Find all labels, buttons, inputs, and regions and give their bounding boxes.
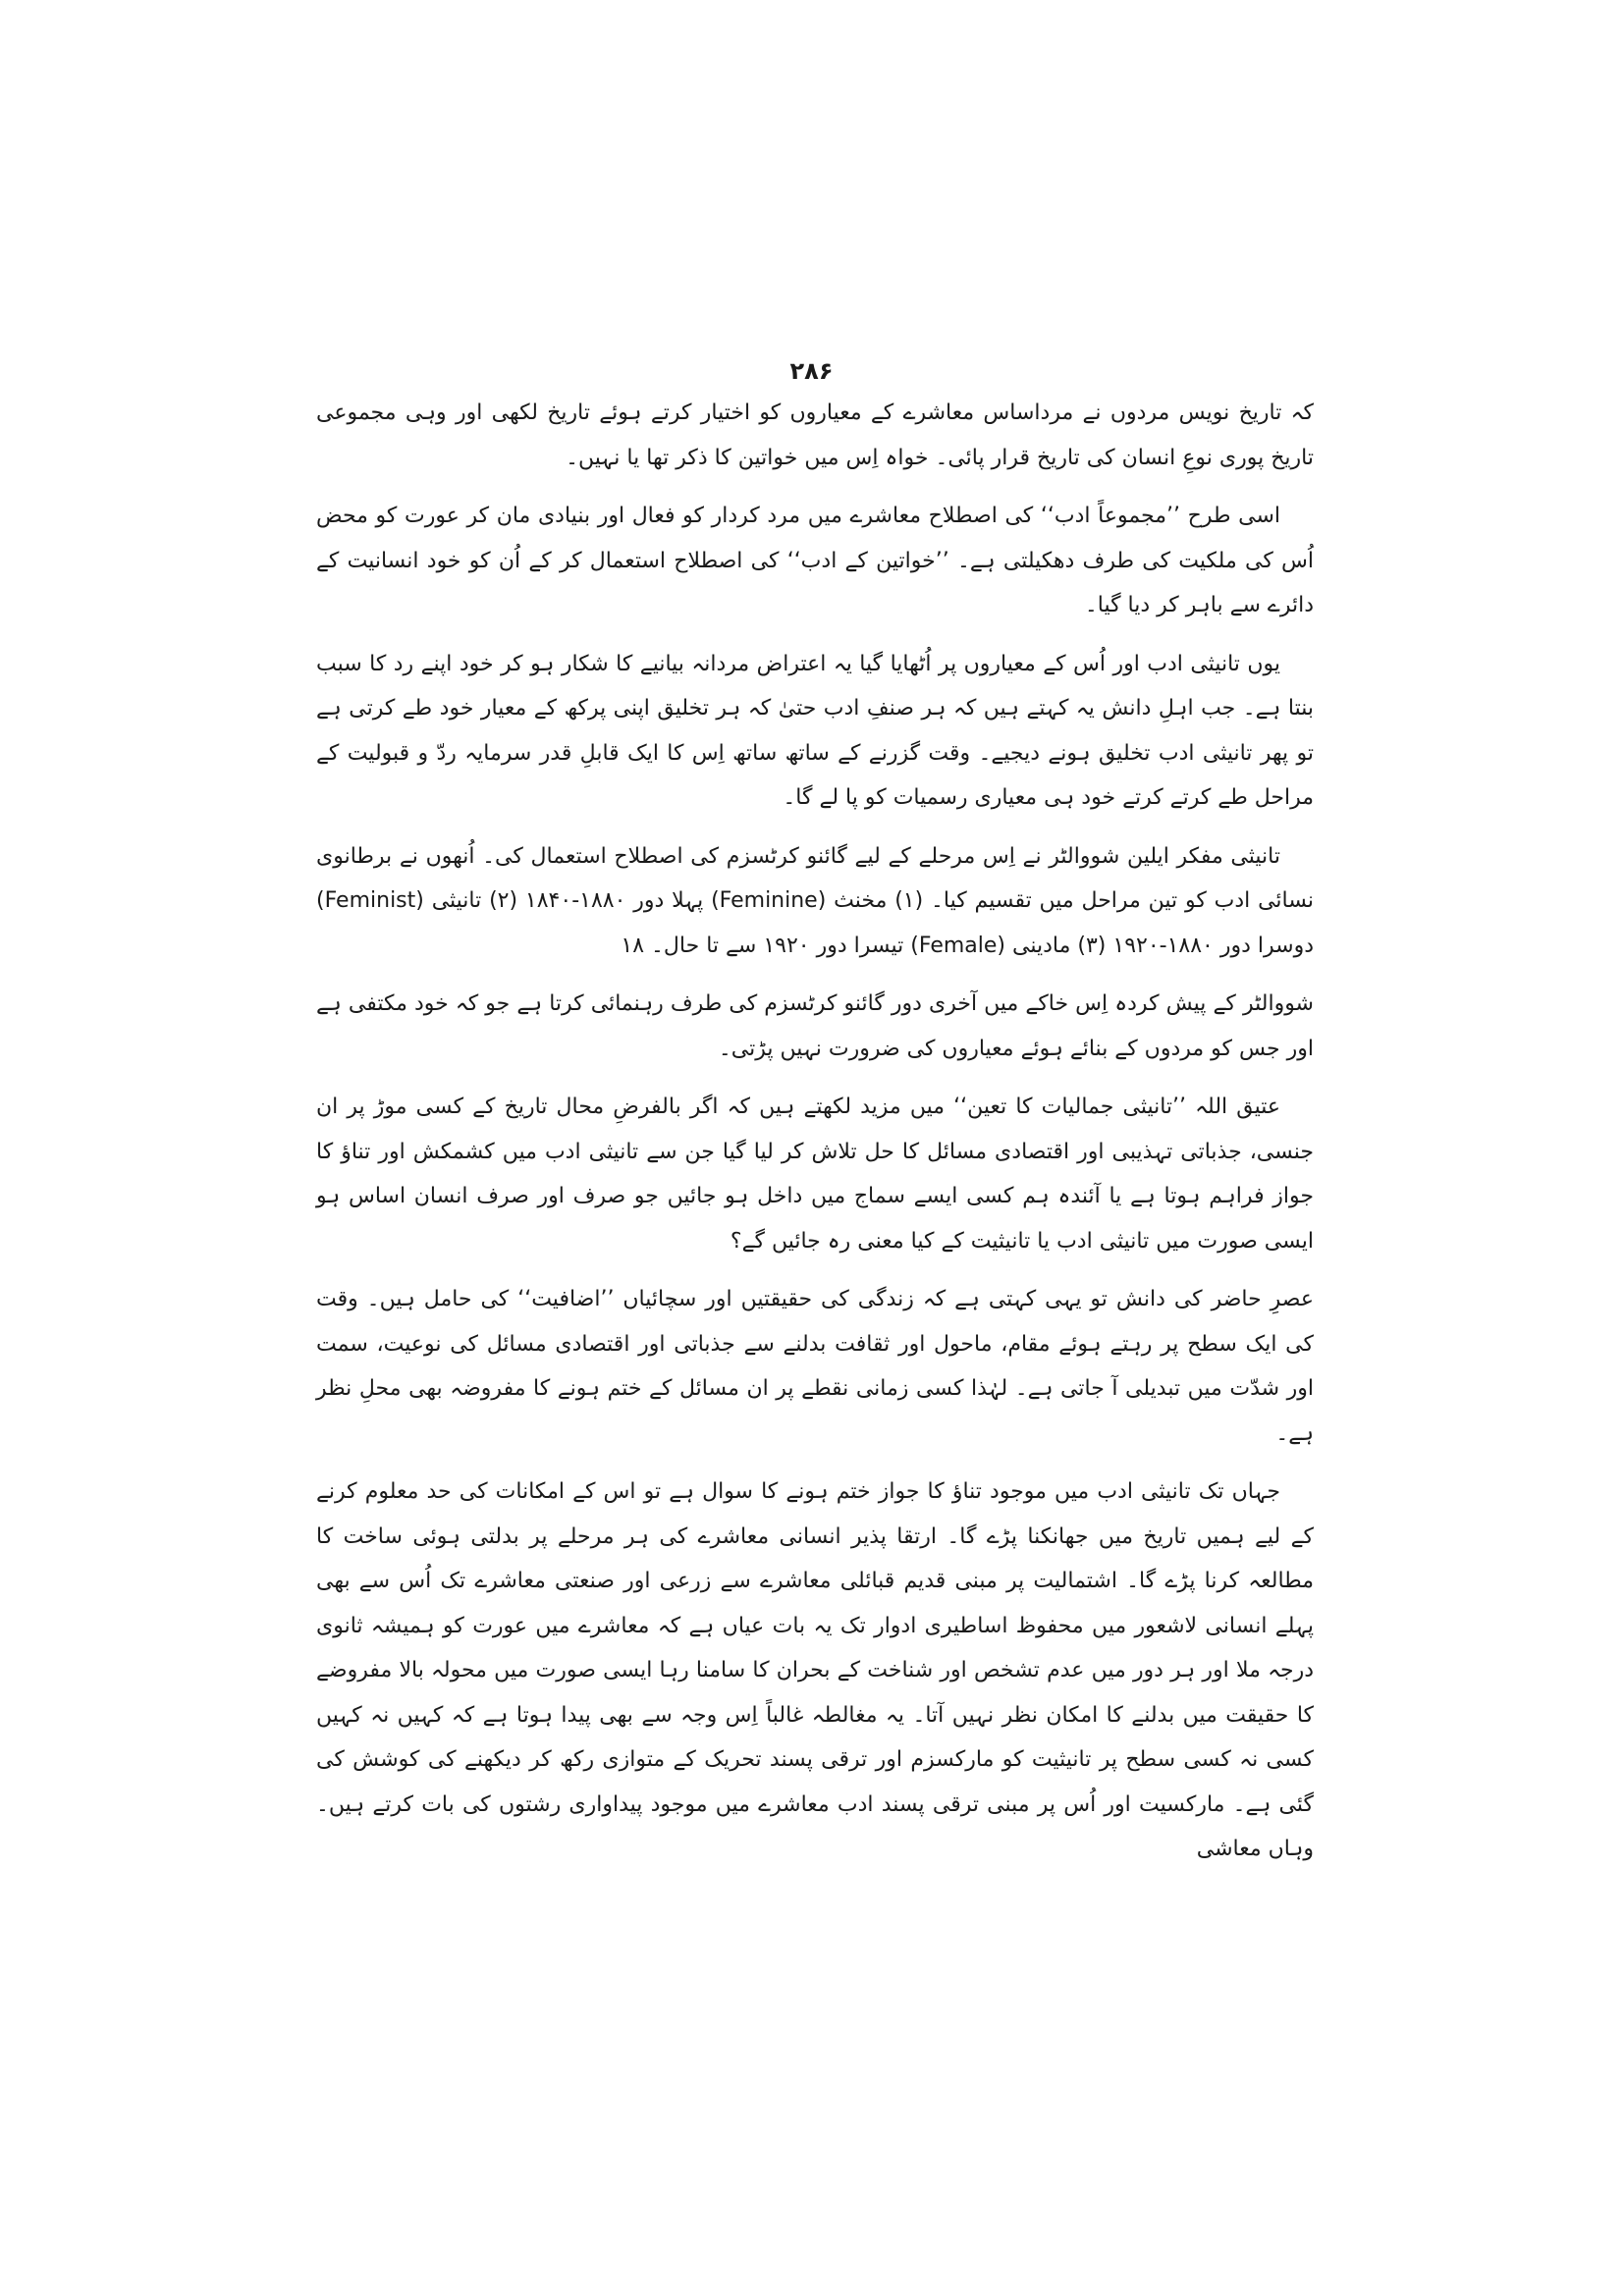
paragraph: اسی طرح ’’مجموعاً ادب‘‘ کی اصطلاح معاشرے میں مرد کردار کو فعال اور بنیادی مان کر عورت کو محض اُس کی ملکیت کی طرف دھکیلتی ہے۔ ’’خواتین کے ادب‘‘ کی اصطلاح استعمال کر کے اُن کو خود انسانیت کے دائرے سے باہر کر دیا گیا۔ [316,504,1314,617]
body-text [316,391,1314,1886]
paragraph: شووالٹر کے پیش کردہ اِس خاکے میں آخری دور گائنو کرٹسزم کی طرف رہنمائی کرتا ہے جو کہ خود مکتفی ہے اور جس کو مردوں کے بنائے ہوئے معیاروں کی ضرورت نہیں پڑتی۔ [316,991,1314,1061]
paragraph: کہ تاریخ نویس مردوں نے مرداساس معاشرے کے معیاروں کو اختیار کرتے ہوئے تاریخ لکھی اور وہی مجموعی تاریخ پوری نوعِ انسان کی تاریخ قرار پائی۔ خواہ اِس میں خواتین کا ذکر تھا یا نہیں۔ [316,400,1314,470]
paragraph: عصرِ حاضر کی دانش تو یہی کہتی ہے کہ زندگی کی حقیقتیں اور سچائیاں ’’اضافیت‘‘ کی حامل ہیں۔ وقت کی ایک سطح پر رہتے ہوئے مقام، ماحول اور ثقافت بدلنے سے جذباتی اور اقتصادی مسائل کی نوعیت، سمت اور شدّت میں تبدیلی آ جاتی ہے۔ لہٰذا کسی زمانی نقطے پر ان مسائل کے ختم ہونے کا مفروضہ بھی محلِ نظر ہے۔ [316,1287,1314,1446]
page-number: ۲۸۶ [789,357,834,385]
paragraph: یوں تانیثی ادب اور اُس کے معیاروں پر اُٹھایا گیا یہ اعتراض مردانہ بیانیے کا شکار ہو کر خود اپنے رد کا سبب بنتا ہے۔ جب اہلِ دانش یہ کہتے ہیں کہ ہر صنفِ ادب حتیٰ کہ ہر تخلیق اپنی پرکھ کے معیار خود طے کرتی ہے تو پھر تانیثی ادب تخلیق ہونے دیجیے۔ وقت گزرنے کے ساتھ ساتھ اِس کا ایک قابلِ قدر سرمایہ ردّ و قبولیت کے مراحل طے کرتے کرتے خود ہی معیاری رسمیات کو پا لے گا۔ [316,651,1314,810]
paragraph: جہاں تک تانیثی ادب میں موجود تناؤ کا جواز ختم ہونے کا سوال ہے تو اس کے امکانات کی حد معلوم کرنے کے لیے ہمیں تاریخ میں جھانکنا پڑے گا۔ ارتقا پذیر انسانی معاشرے کی ہر مرحلے پر بدلتی ہوئی ساخت کا مطالعہ کرنا پڑے گا۔ اشتمالیت پر مبنی قدیم قبائلی معاشرے سے زرعی اور صنعتی معاشرے تک اُس سے بھی پہلے انسانی لاشعور میں محفوظ اساطیری ادوار تک یہ بات عیاں ہے کہ معاشرے میں عورت کو ہمیشہ ثانوی درجہ ملا اور ہر دور میں عدم تشخص اور شناخت کے بحران کا سامنا رہا ایسی صورت میں محولہ بالا مفروضے کا حقیقت میں بدلنے کا امکان نظر نہیں آتا۔ یہ مغالطہ غالباً اِس وجہ سے بھی پیدا ہوتا ہے کہ کہیں نہ کہیں کسی نہ کسی سطح پر تانیثیت کو مارکسزم اور ترقی پسند تحریک کے متوازی رکھ کر دیکھنے کی کوشش کی گئی ہے۔ مارکسیت اور اُس پر مبنی ترقی پسند ادب معاشرے میں موجود پیداواری رشتوں کی بات کرتے ہیں۔ وہاں معاشی [316,1479,1314,1861]
paragraph: عتیق اللہ ’’تانیثی جمالیات کا تعین‘‘ میں مزید لکھتے ہیں کہ اگر بالفرضِ محال تاریخ کے کسی موڑ پر ان جنسی، جذباتی تہذیبی اور اقتصادی مسائل کا حل تلاش کر لیا گیا جن سے تانیثی ادب میں کشمکش اور تناؤ کا جواز فراہم ہوتا ہے یا آئندہ ہم کسی ایسے سماج میں داخل ہو جائیں جو صرف اور صرف انسان اساس ہو ایسی صورت میں تانیثی ادب یا تانیثیت کے کیا معنی رہ جائیں گے؟ [316,1095,1314,1254]
paragraph: تانیثی مفکر ایلین شووالٹر نے اِس مرحلے کے لیے گائنو کرٹسزم کی اصطلاح استعمال کی۔ اُنھوں نے برطانوی نسائی ادب کو تین مراحل میں تقسیم کیا۔ (۱) مخنث (Feminine) پہلا دور ۱۸۸۰-۱۸۴۰ (۲) تانیثی (Feminist) دوسرا دور ۱۸۸۰-۱۹۲۰ (۳) مادینی (Female) تیسرا دور ۱۹۲۰ سے تا حال۔ ۱۸ [316,843,1315,958]
